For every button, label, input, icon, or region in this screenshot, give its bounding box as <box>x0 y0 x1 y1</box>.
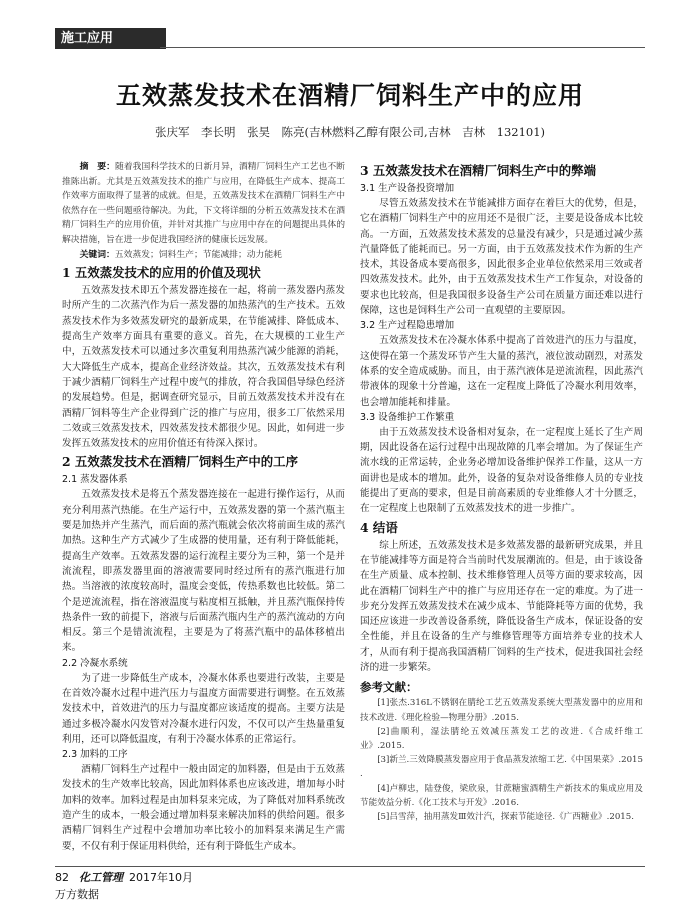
authors-line: 张庆军 李长明 张昊 陈亮(吉林燃料乙醇有限公司,吉林 吉林 132101) <box>154 125 546 139</box>
issue-date: 2017年10月 <box>129 871 193 884</box>
page-number: 82 <box>55 871 69 884</box>
section-3-2-paragraph: 五效蒸发技术在冷凝水体系中提高了首效进汽的压力与温度，这使得在第一个蒸发环节产生大量的蒸汽，液位波动剧烈，对蒸发体系的安全造成威胁。而且，由于蒸汽液体是逆流流程，因此蒸汽带液体的现象十分普遍，这在一定程度上降低了冷凝水利用效率，也会增加能耗和排量。 <box>360 335 643 408</box>
section-3-heading: 3 五效蒸发技术在酒精厂饲料生产中的弊端 <box>360 163 596 178</box>
section-3-1-paragraph: 尽管五效蒸发技术在节能减排方面存在着巨大的优势，但是，它在酒精厂饲料生产中的应用还不是很广泛，主要是设备成本比较高。一方面，五效蒸发技术蒸发的总量没有减少，只是通过减少蒸汽量降低了能耗而已。另一方面，由于五效蒸发技术作为新的生产技术，其设备成本要高很多，因此很多企业单位依然采用三效或者四效蒸发技术。此外，由于五效蒸发技术生产工作复杂，对设备的要求也比较高，但是我国很多设备生产公司在质量方面还难以进行保障，这也是饲料生产公司一直观望的主要原因。 <box>360 198 643 317</box>
section-3-1-heading: 3.1 生产设备投资增加 <box>360 183 455 194</box>
top-rule <box>160 47 645 48</box>
page-footer <box>55 869 193 885</box>
section-1-paragraph: 五效蒸发技术即五个蒸发器连接在一起，将前一蒸发器内蒸发时所产生的二次蒸汽作为后一蒸发器的加热蒸汽的生产技术。五效蒸发技术作为多效蒸发研究的最新成果，在节能减排、降低成本、提高生产效率方面具有重要的意义。首先，在大规模的工业生产中，五效蒸发技术可以通过多次重复利用热蒸汽减少能源的消耗，大大降低生产成本，提高企业经济效益。其次，五效蒸发技术有利于减少酒精厂饲料生产过程中废气的排放，符合我国倡导绿色经济的发展趋势。但是，据调查研究显示，目前五效蒸发技术并没有在酒精厂饲料等生产企业得到广泛的推广与应用，很多工厂依然采用二效或三效蒸发技术，四效蒸发技术都很少见。因此，如何进一步发挥五效蒸发技术的应用价值还有待深入探讨。 <box>62 285 345 450</box>
reference-item: [1]张杰.316L不锈钢在腈纶工艺五效蒸发系统大型蒸发器中的应用和技术改进.《理化检验—物理分册》.2015. <box>360 698 643 723</box>
keywords-text: 五效蒸发；饲料生产；节能减排；动力能耗 <box>114 249 282 260</box>
reference-item: [5]吕雪萍，抽用蒸发Ⅲ效汁汽，探索节能途径.《广西糖业》.2015. <box>377 811 634 822</box>
keywords <box>62 248 345 263</box>
section-2-3-heading: 2.3 加料的工序 <box>62 749 128 761</box>
section-tag: 施工应用 <box>55 28 166 49</box>
article-title: 五效蒸发技术在酒精厂饲料生产中的应用 <box>115 81 584 110</box>
section-2-1-heading: 2.1 蒸发器体系 <box>62 474 128 486</box>
reference-item: [4]卢柳忠，陆登俊，梁欣泉，甘蔗糖蜜酒精生产新技术的集成应用及节能效益分析.《化工技术与开发》.2016. <box>360 783 643 808</box>
reference-item: [2]曲顺利，湿法腈纶五效减压蒸发工艺的改进.《合成纤维工业》.2015. <box>360 726 643 751</box>
right-column <box>360 160 643 824</box>
section-2-3-paragraph: 酒精厂饲料生产过程中一般由固定的加料器，但是由于五效蒸发技术的生产效率比较高，因此加料体系也应该改进，增加每小时加料的效率。加料过程是由加料泵来完成，为了降低对加料系统改造产生的成本，一般会通过增加料泵来解决加料的供给问题。很多酒精厂饲料生产过程中会增加功率比较小的加料泵来满足生产需要，不仅有利于保证用料供给，还有利于降低生产成本。 <box>62 764 345 852</box>
references-title: 参考文献： <box>360 680 418 695</box>
left-column <box>62 160 345 854</box>
section-3-3-paragraph: 由于五效蒸发技术设备相对复杂，在一定程度上延长了生产周期，因此设备在运行过程中出现故障的几率会增加。为了保证生产流水线的正常运转，企业务必增加设备维护保养工作量，这从一方面讲也是成本的增加。此外，设备的复杂对设备维修人员的专业技能提出了更高的要求，但是目前高素质的专业维修人才十分匮乏，在一定程度上也限制了五效蒸发技术的进一步推广。 <box>360 426 643 515</box>
keywords-label: 关键词： <box>79 249 115 260</box>
abstract-text: 随着我国科学技术的日新月异，酒精厂饲料生产工艺也不断推陈出新。尤其是五效蒸发技术的推广与应用，在降低生产成本、提高工作效率方面取得了显著的成就。但是，五效蒸发技术在酒精厂饲料生产中依然存在一些问题亟待解决。为此，下文将详细的分析五效蒸发技术在酒精厂饲料生产的应用价值，并针对其推广与应用中存在的问题提出具体的解决措施，旨在进一步促进我国经济的健康长远发展。 <box>62 162 345 245</box>
section-2-heading: 2 五效蒸发技术在酒精厂饲料生产中的工序 <box>62 454 298 470</box>
section-4-heading: 4 结语 <box>360 519 398 535</box>
section-4-paragraph: 综上所述，五效蒸发技术是多效蒸发器的最新研究成果，并且在节能减排等方面是符合当前时代发展潮流的。但是，由于该设备在生产质量、成本控制、技术维修管理人员等方面的要求较高，因此在酒精厂饲料生产中的推广与应用还存在一定的难度。为了进一步充分发挥五效蒸发技术在减少成本、节能降耗等方面的优势，我国还应该进一步改善设备系统，降低设备生产成本，保证设备的安全性能，并且在设备的生产与维修管理等方面培养专业的技术人才，从而有利于提高我国酒精厂饲料的生产技术，促进我国社会经济的进一步繁荣。 <box>360 539 643 674</box>
section-2-2-heading: 2.2 冷凝水系统 <box>62 657 128 669</box>
bottom-rule <box>55 866 645 867</box>
abstract-label: 摘 要： <box>79 162 115 172</box>
reference-item: [3]新兰.三效降膜蒸发器应用于食品蒸发浓缩工艺.《中国果菜》.2015 . <box>360 755 643 780</box>
section-2-1-paragraph: 五效蒸发技术是将五个蒸发器连接在一起进行操作运行，从而充分利用蒸汽热能。在生产运行中，五效蒸发器的第一个蒸汽瓶主要是加热并产生蒸汽，而后面的蒸汽瓶就会依次将前面生成的蒸汽加热。这种生产方式减少了生成器的使用量，还有利于降低能耗，提高生产效率。五效蒸发器的运行流程主要分为三种，第一个是并流流程，即蒸发器里面的溶液需要同时经过所有的蒸汽瓶进行加热。当溶液的浓度较高时，温度会变低，传热系数也比较低。第二个是逆流流程，指在溶液温度与粘度相互抵触，并且蒸汽瓶保持传热条件一致的前提下，溶液与后面蒸汽瓶内生产的蒸汽流动的方向相反。第三个是错流流程，主要是为了将蒸汽瓶中的晶体移植出来。 <box>62 489 345 654</box>
section-3-2-heading: 3.2 生产过程隐患增加 <box>360 320 455 332</box>
section-1-heading: 1 五效蒸发技术的应用的价值及现状 <box>62 265 261 281</box>
abstract <box>62 160 345 248</box>
section-3-3-heading: 3.3 设备维护工作繁重 <box>360 411 455 423</box>
wanfang-watermark: 万方数据 <box>55 888 99 901</box>
magazine-logo: 化工管理 <box>79 871 123 884</box>
section-2-2-paragraph: 为了进一步降低生产成本，冷凝水体系也要进行改装，主要是在首效冷凝水过程中进汽压力与温度方面需要进行调整。在五效蒸发技术中，首效进汽的压力与温度都应该适度的提高。主要方法是通过多极冷凝水闪发管对冷凝水进行闪发，不仅可以产生热量重复利用，还可以降低温度，有利于冷凝水体系的正常运行。 <box>62 672 345 745</box>
